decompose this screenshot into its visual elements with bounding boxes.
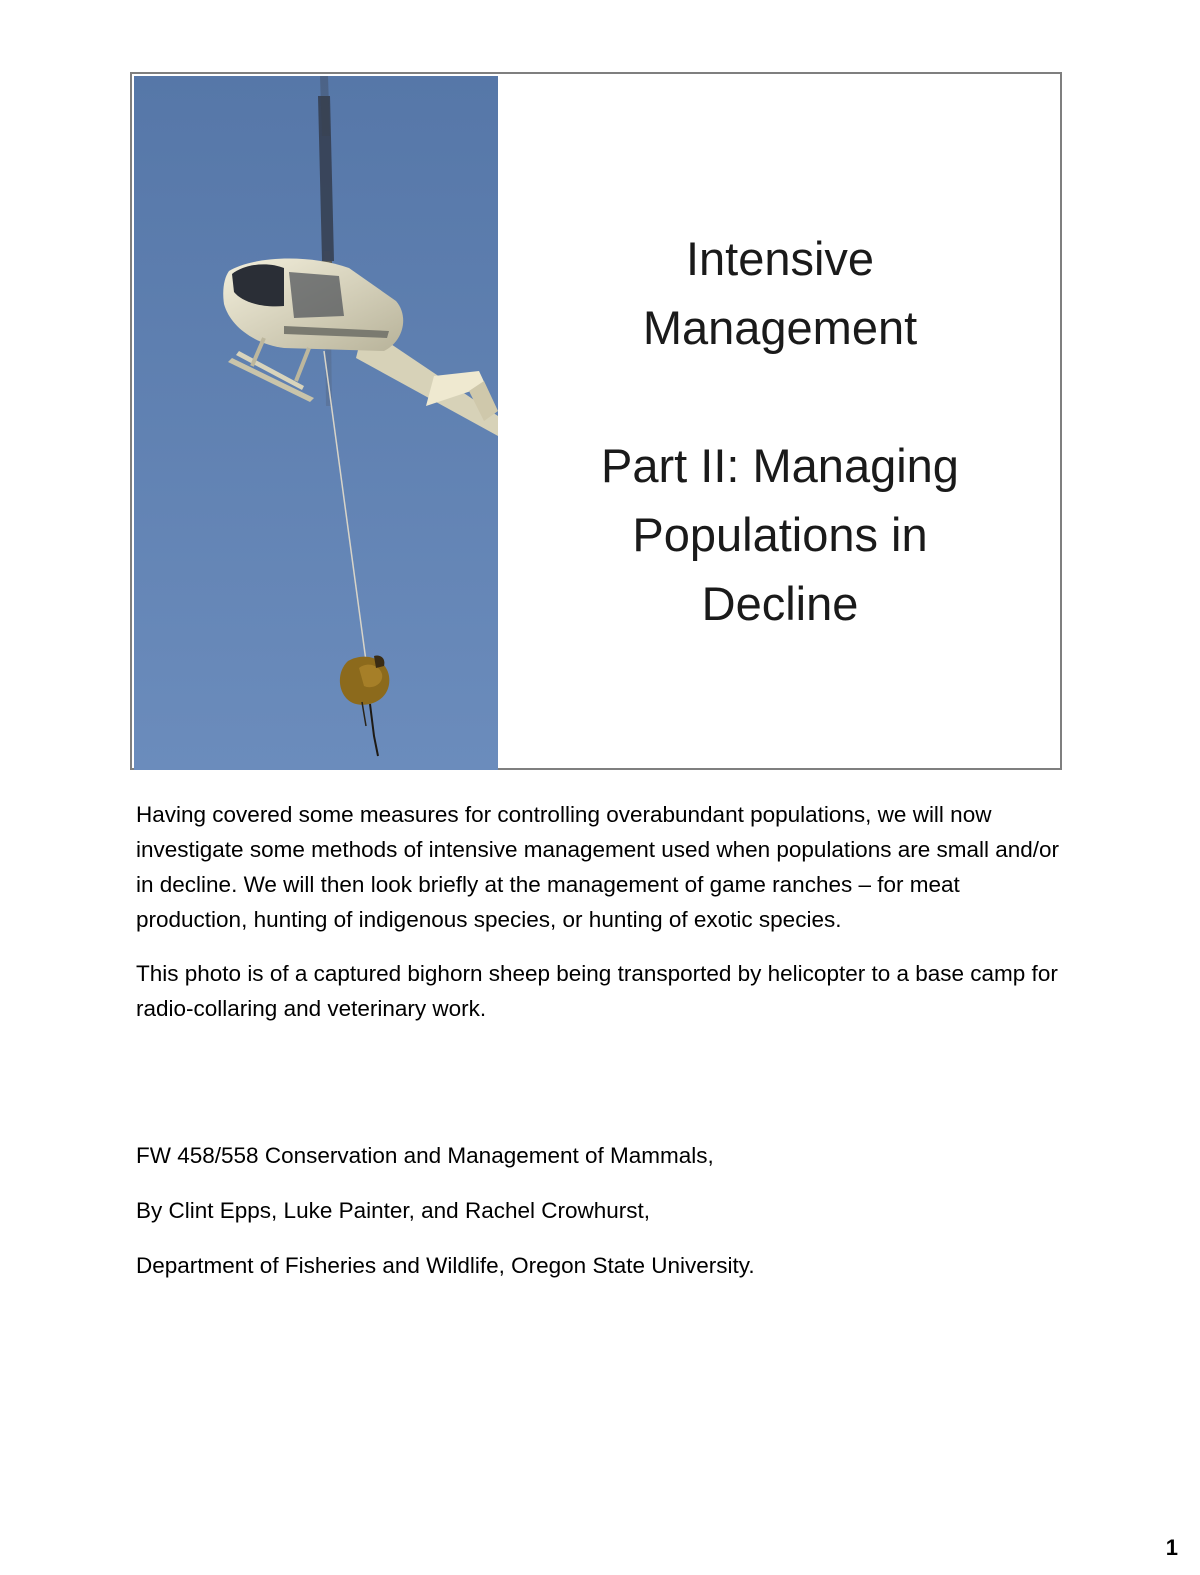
notes-paragraph-1: Having covered some measures for controlling overabundant populations, we will now investigate some methods of intensive management used when populations are small and/or in decline. We will then look briefly at the management of game ranches – for meat production, hunting of indigenous species, or hunting of exotic species.	[136, 802, 1060, 932]
speaker-notes	[136, 797, 1076, 1045]
slide-title	[530, 224, 1030, 638]
title-line-2: Management	[642, 301, 918, 354]
subtitle-line-1: Part II: Managing	[601, 439, 959, 492]
course-line: FW 458/558 Conservation and Management of Mammals,	[136, 1143, 714, 1168]
department-line: Department of Fisheries and Wildlife, Oregon State University.	[136, 1253, 755, 1278]
course-credits	[136, 1138, 1076, 1303]
notes-paragraph-2: This photo is of a captured bighorn sheep being transported by helicopter to a base camp for radio-collaring and veterinary work.	[136, 961, 1058, 1021]
subtitle-line-3: Decline	[701, 577, 859, 630]
title-line-1: Intensive	[685, 232, 875, 285]
authors-line: By Clint Epps, Luke Painter, and Rachel Crowhurst,	[136, 1198, 651, 1223]
helicopter-bighorn-photo	[134, 76, 498, 770]
page-number: 1	[1165, 1535, 1178, 1560]
subtitle-line-2: Populations in	[632, 508, 928, 561]
slide-thumbnail	[130, 72, 1062, 770]
title-spacer	[530, 362, 1030, 431]
